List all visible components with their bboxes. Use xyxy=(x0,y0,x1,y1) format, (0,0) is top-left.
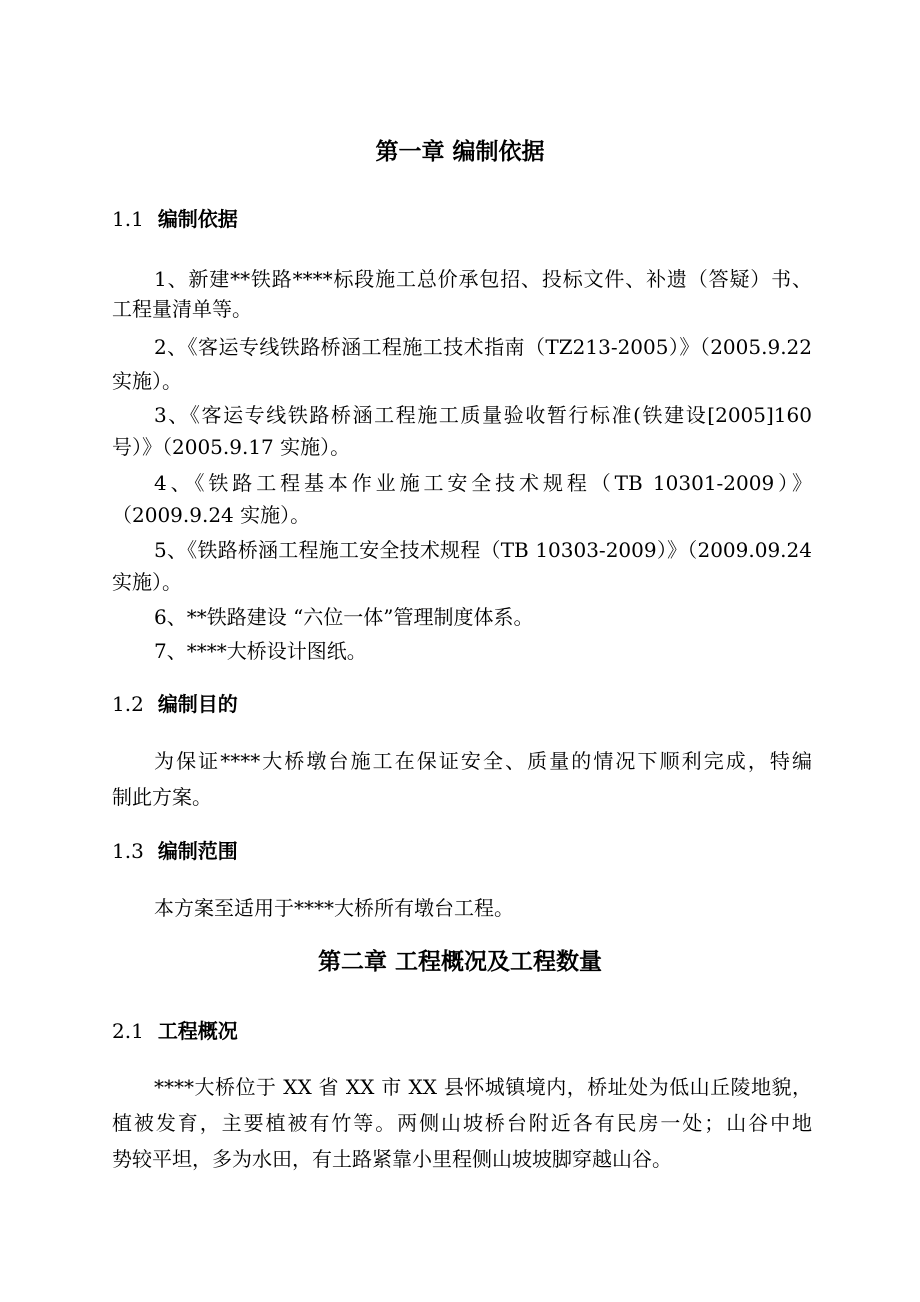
basis-item-4-line-1: 4、《铁路工程基本作业施工安全技术规程（TB 10301-2009）》 xyxy=(154,471,812,495)
chapter-1-title: 第一章 编制依据 xyxy=(375,139,545,165)
basis-item-4-line-2: （2009.9.24 实施）。 xyxy=(112,503,311,527)
section-1-1-heading xyxy=(112,205,238,233)
overview-line-1: ****大桥位于 XX 省 XX 市 XX 县怀城镇境内，桥址处为低山丘陵地貌， xyxy=(154,1075,812,1099)
section-1-2-heading xyxy=(112,690,238,718)
basis-item-3-line-2: 号）》（2005.9.17 实施）。 xyxy=(112,435,351,459)
section-number: 2.1 xyxy=(112,1019,144,1043)
overview-line-2: 植被发育，主要植被有竹等。两侧山坡桥台附近各有民房一处；山谷中地 xyxy=(112,1111,812,1135)
purpose-line-2: 制此方案。 xyxy=(112,785,212,809)
section-number: 1.3 xyxy=(112,839,144,863)
scope-line-1: 本方案至适用于****大桥所有墩台工程。 xyxy=(154,896,514,920)
section-title: 编制范围 xyxy=(157,839,238,863)
basis-item-3-line-1: 3、《客运专线铁路桥涵工程施工质量验收暂行标准(铁建设[2005]160 xyxy=(154,403,812,427)
section-title: 编制目的 xyxy=(157,692,238,716)
basis-item-5-line-1: 5、《铁路桥涵工程施工安全技术规程（TB 10303-2009）》（2009.09.24 xyxy=(154,538,812,562)
section-1-3-heading xyxy=(112,837,238,865)
section-number: 1.2 xyxy=(112,692,144,716)
basis-item-1-line-2: 工程量清单等。 xyxy=(112,297,252,321)
basis-item-6: 6、**铁路建设 “六位一体”管理制度体系。 xyxy=(154,605,534,629)
basis-item-2-line-1: 2、《客运专线铁路桥涵工程施工技术指南（TZ213-2005）》（2005.9.22 xyxy=(154,335,812,359)
section-title: 编制依据 xyxy=(157,207,238,231)
basis-item-2-line-2: 实施）。 xyxy=(112,369,182,393)
section-number: 1.1 xyxy=(112,207,144,231)
overview-line-3: 势较平坦，多为水田，有土路紧靠小里程侧山坡坡脚穿越山谷。 xyxy=(112,1147,672,1171)
basis-item-7: 7、****大桥设计图纸。 xyxy=(154,639,367,663)
basis-item-1-line-1: 1、新建**铁路****标段施工总价承包招、投标文件、补遗（答疑）书、 xyxy=(154,267,812,291)
basis-item-5-line-2: 实施）。 xyxy=(112,570,182,594)
chapter-2-title: 第二章 工程概况及工程数量 xyxy=(317,949,602,975)
section-2-1-heading xyxy=(112,1017,238,1045)
purpose-line-1: 为保证****大桥墩台施工在保证安全、质量的情况下顺利完成，特编 xyxy=(154,749,812,773)
section-title: 工程概况 xyxy=(157,1019,238,1043)
